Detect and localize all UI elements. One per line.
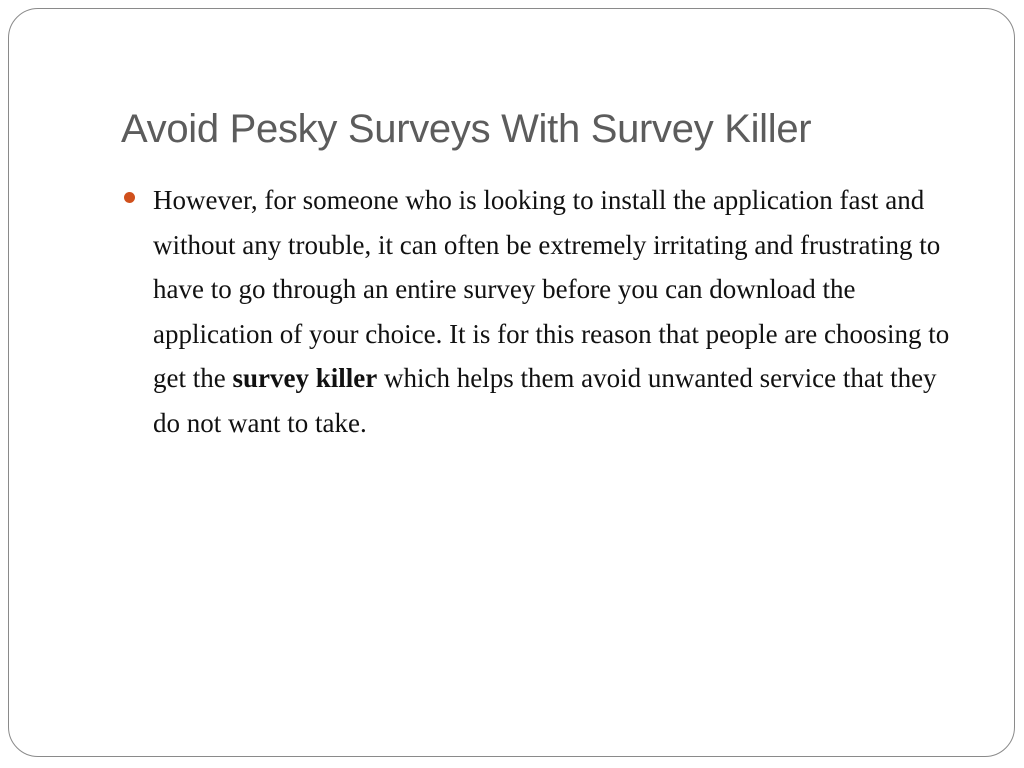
bullet-emphasis: survey killer [232,363,378,393]
bullet-item [121,178,961,445]
bullet-text [153,185,949,438]
bullet-list [121,178,961,445]
slide-title: Avoid Pesky Surveys With Survey Killer [121,107,812,151]
bullet-dot-icon [124,192,135,203]
bullet-text-after: which helps them avoid unwanted service that they do not want to take. [153,363,937,438]
slide-frame [8,8,1015,757]
bullet-text-before: However, for someone who is looking to install the application fast and without any trouble, it can often be extremely irritating and frustrating to have to go through an entire survey before you can download the application of your choice. It is for this reason that people are choosing to get the [153,185,950,393]
